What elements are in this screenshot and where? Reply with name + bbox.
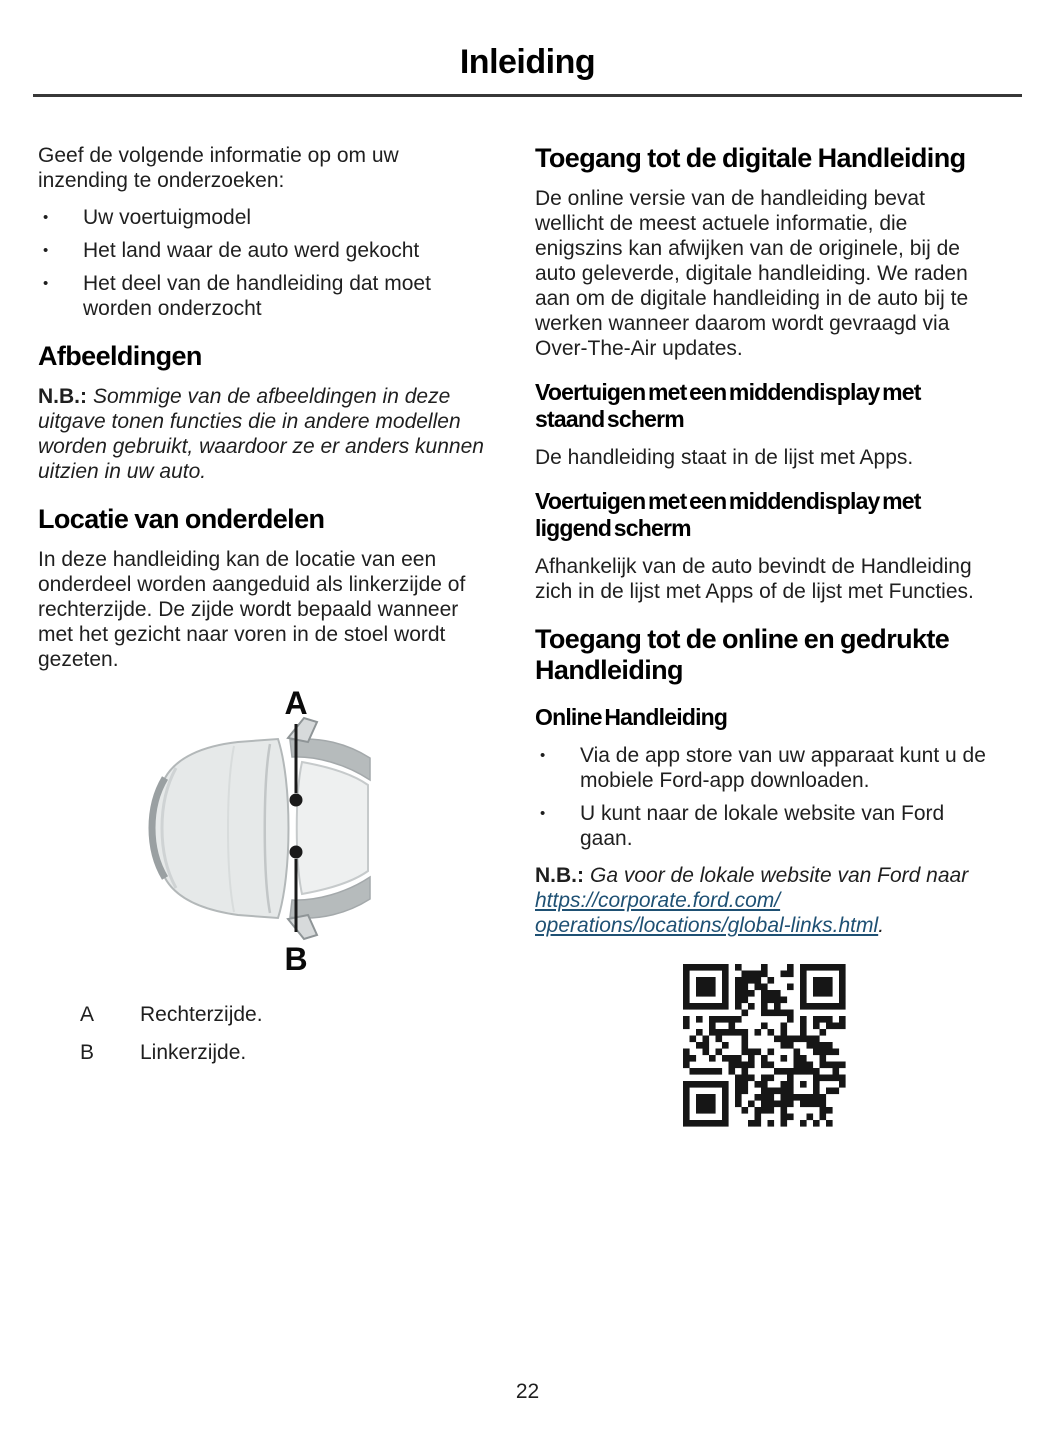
note-text: Sommige van de afbeeldingen in deze uitgave tonen functies die in andere modellen worden gebruikt, waardoor ze er anders kunnen uitzien in uw auto. bbox=[38, 385, 484, 483]
list-item-text: Het deel van de handleiding dat moet worden onderzocht bbox=[83, 272, 431, 320]
list-item bbox=[535, 743, 987, 793]
page-header bbox=[0, 0, 1055, 82]
list-item-text: U kunt naar de lokale website van Ford gaan. bbox=[580, 802, 945, 850]
section-heading-online-gedrukte: Toegang tot de online en gedrukte Handleiding bbox=[535, 624, 950, 685]
figure-legend bbox=[38, 1002, 490, 1065]
bullet-icon: • bbox=[43, 275, 49, 292]
qr-code bbox=[683, 964, 846, 1127]
bullet-icon: • bbox=[43, 209, 49, 226]
legend-row bbox=[38, 1040, 490, 1065]
bullet-icon: • bbox=[540, 747, 546, 764]
note-label: N.B.: bbox=[38, 385, 87, 408]
note-suffix: . bbox=[878, 914, 885, 937]
page-number: 22 bbox=[515, 1380, 540, 1403]
intro-paragraph: Geef de volgende informatie op om uw inzending te onderzoeken: bbox=[38, 144, 399, 192]
content-columns bbox=[0, 97, 1055, 1127]
subheading-liggend-scherm: Voertuigen met een middendisplay met liggend scherm bbox=[535, 488, 921, 541]
staand-paragraph: De handleiding staat in de lijst met Apps. bbox=[535, 446, 914, 469]
liggend-paragraph: Afhankelijk van de auto bevindt de Handleiding zich in de lijst met Apps of de lijst met Functies. bbox=[535, 555, 974, 603]
note-paragraph-link bbox=[535, 863, 987, 938]
list-item bbox=[535, 801, 987, 851]
section-heading-locatie: Locatie van onderdelen bbox=[38, 504, 325, 534]
legend-key: A bbox=[80, 1003, 95, 1026]
legend-row bbox=[38, 1002, 490, 1027]
online-bullet-list bbox=[535, 743, 987, 851]
list-item-text: Uw voertuigmodel bbox=[83, 206, 252, 229]
vehicle-figure bbox=[38, 682, 490, 982]
callout-label-b: B bbox=[284, 941, 308, 977]
right-column bbox=[535, 143, 987, 1127]
list-item bbox=[38, 205, 490, 230]
section-heading-digitale-handleiding: Toegang tot de digitale Handleiding bbox=[535, 143, 966, 173]
subheading-staand-scherm: Voertuigen met een middendisplay met staand scherm bbox=[535, 379, 921, 432]
car-top-view-icon bbox=[38, 682, 490, 982]
section-heading-afbeeldingen: Afbeeldingen bbox=[38, 341, 202, 371]
subheading-online-handleiding: Online Handleiding bbox=[535, 704, 728, 730]
legend-value: Linkerzijde. bbox=[140, 1041, 247, 1064]
locatie-paragraph: In deze handleiding kan de locatie van een onderdeel worden aangeduid als linkerzijde of rechterzijde. De zijde wordt bepaald wanneer met het gezicht naar voren in de stoel wordt gezeten. bbox=[38, 548, 466, 671]
callout-label-a: A bbox=[284, 685, 308, 721]
legend-key: B bbox=[80, 1041, 95, 1064]
car-illustration bbox=[152, 718, 370, 939]
note-paragraph bbox=[38, 384, 490, 484]
legend-value: Rechterzijde. bbox=[140, 1003, 263, 1026]
list-item-text: Het land waar de auto werd gekocht bbox=[83, 239, 420, 262]
left-column bbox=[38, 143, 490, 1127]
note-text: Ga voor de lokale website van Ford naar bbox=[590, 864, 969, 887]
note-label: N.B.: bbox=[535, 864, 584, 887]
callout-dot-b bbox=[290, 846, 303, 859]
page-title: Inleiding bbox=[459, 43, 596, 81]
info-bullet-list bbox=[38, 205, 490, 321]
list-item-text: Via de app store van uw apparaat kunt u de mobiele Ford-app downloaden. bbox=[580, 744, 986, 792]
digitale-paragraph: De online versie van de handleiding bevat wellicht de meest actuele informatie, die enigszins kan afwijken van de originele, bij de auto geleverde, digitale handleiding. We raden aan om de digitale handleiding in de auto bij te werken wanneer daarom wordt gevraagd via Over-The-Air updates. bbox=[535, 187, 969, 360]
ford-website-link[interactable]: https://corporate.ford.com/ operations/locations/global-links.html bbox=[535, 889, 879, 937]
bullet-icon: • bbox=[540, 805, 546, 822]
list-item bbox=[38, 271, 490, 321]
bullet-icon: • bbox=[43, 242, 49, 259]
list-item bbox=[38, 238, 490, 263]
callout-dot-a bbox=[290, 794, 303, 807]
